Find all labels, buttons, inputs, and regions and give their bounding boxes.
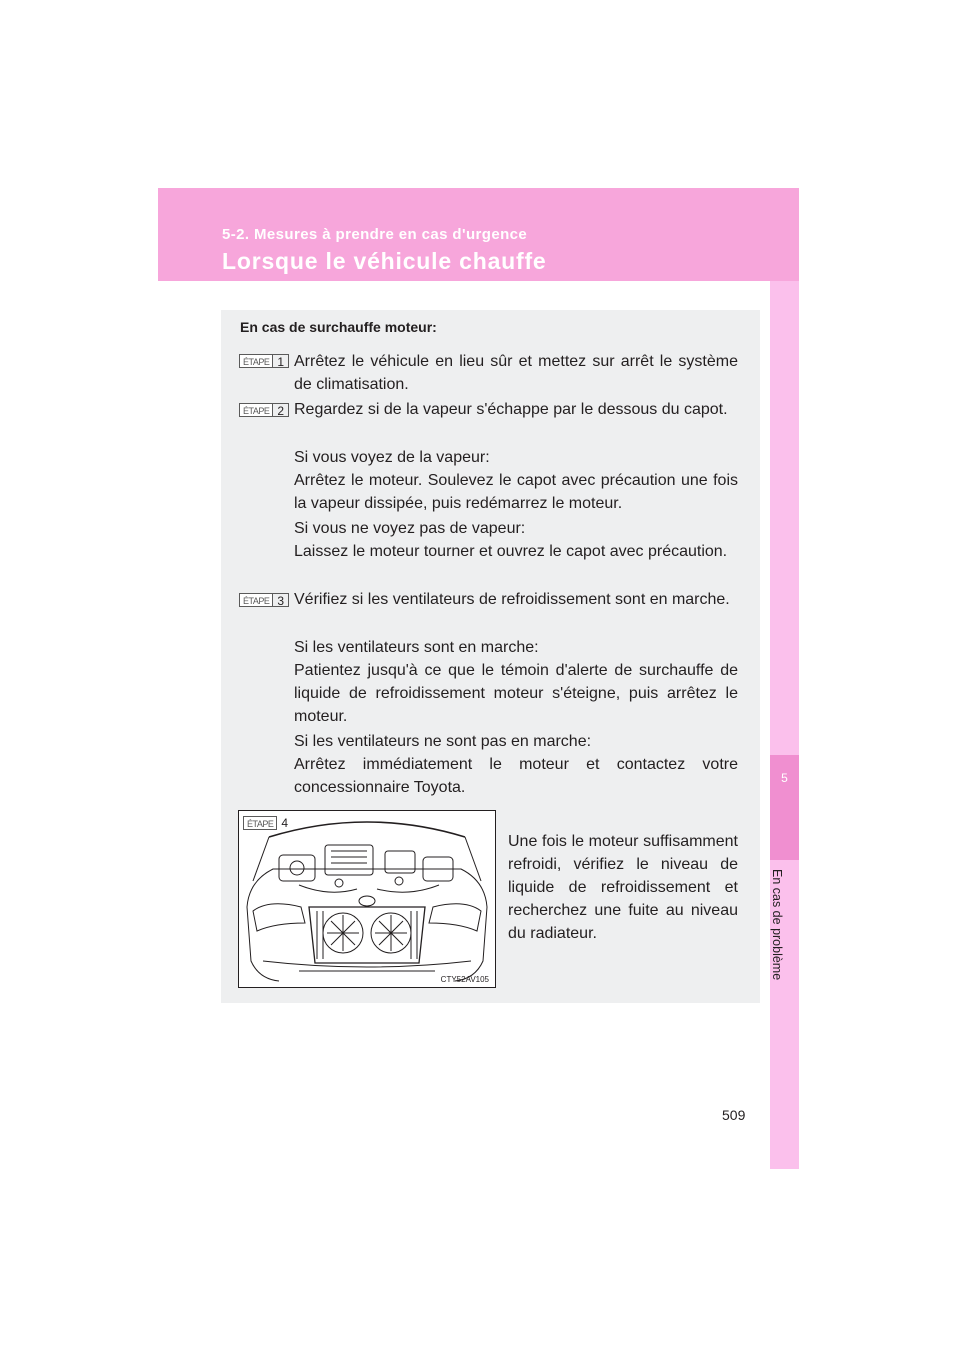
- step-3-action-fans-off: Arrêtez immédiatement le moteur et contactez votre concessionnaire Toyota.: [294, 756, 738, 796]
- step-word: ÉTAPE: [239, 403, 273, 417]
- step-word: ÉTAPE: [243, 816, 277, 830]
- page-title: Lorsque le véhicule chauffe: [222, 248, 547, 274]
- intro-heading: En cas de surchauffe moteur:: [240, 319, 437, 335]
- step-number: 3: [273, 593, 289, 607]
- step-badge-3: [239, 593, 289, 607]
- step-2-condition-steam: Si vous voyez de la vapeur:: [294, 449, 490, 466]
- engine-bay-drawing: [239, 811, 495, 987]
- figure-code: CTY52AV105: [440, 975, 489, 984]
- step-number: 4: [277, 816, 292, 830]
- step-number: 2: [273, 403, 289, 417]
- page-number: 509: [722, 1107, 746, 1123]
- chapter-name-text: En cas de problème: [770, 869, 784, 981]
- step-badge-4: [243, 816, 292, 830]
- step-badge-2: [239, 403, 289, 417]
- step-3-condition-fans-on: Si les ventilateurs sont en marche:: [294, 639, 539, 656]
- step-number: 1: [273, 354, 289, 368]
- step-2-action-steam: Arrêtez le moteur. Soulevez le capot avec précaution une fois la vapeur dissipée, puis redémarrez le moteur.: [294, 472, 738, 512]
- step-word: ÉTAPE: [239, 354, 273, 368]
- step-4-text: Une fois le moteur suffisamment refroidi, vérifiez le niveau de liquide de refroidissement et recherchez une fuite au niveau du radiateur.: [508, 833, 738, 942]
- step-2-condition-no-steam: Si vous ne voyez pas de vapeur:: [294, 520, 526, 537]
- step-word: ÉTAPE: [239, 593, 273, 607]
- step-badge-1: [239, 354, 289, 368]
- step-2-action-no-steam: Laissez le moteur tourner et ouvrez le capot avec précaution.: [294, 543, 728, 560]
- step-3-condition-fans-off: Si les ventilateurs ne sont pas en marche:: [294, 733, 592, 750]
- step-3-text: Vérifiez si les ventilateurs de refroidissement sont en marche.: [294, 591, 730, 608]
- chapter-number: 5: [781, 771, 788, 785]
- section-label: 5-2. Mesures à prendre en cas d'urgence: [222, 226, 528, 243]
- step-2-text: Regardez si de la vapeur s'échappe par le dessous du capot.: [294, 401, 728, 418]
- step-3-action-fans-on: Patientez jusqu'à ce que le témoin d'alerte de surchauffe de liquide de refroidissement moteur s'éteigne, puis arrêtez le moteur.: [294, 662, 738, 725]
- engine-bay-illustration: [238, 810, 496, 988]
- step-1-text: Arrêtez le véhicule en lieu sûr et mettez sur arrêt le système de climatisation.: [294, 353, 738, 393]
- chapter-side-tab: [770, 281, 799, 1169]
